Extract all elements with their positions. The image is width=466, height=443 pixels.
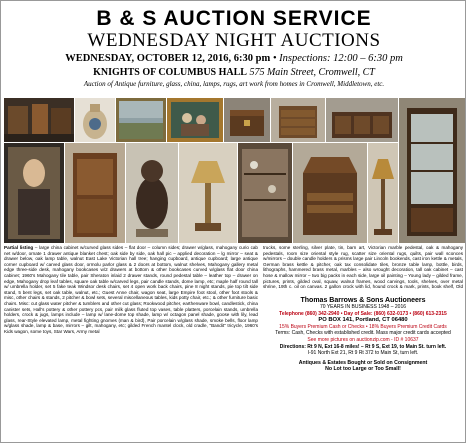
photo-extra-lamp xyxy=(368,143,398,243)
photo-cabinet xyxy=(65,143,125,243)
auctionzip-note: See more pictures on auctionzip.com - ID # 10637 xyxy=(307,336,419,343)
no-lot-note: No Lot too Large or Too Small! xyxy=(325,365,401,372)
listing-text-right: trucks, some sterling, silver plate, tin, barn art, Victorian marble pedestal, oak & mahogany pedestals, room size oriental style rug, scatter size oriental rugs, quilts, pair wall sconces w/mirrors – double candle holders & prisms large pair Lincoln bookends, cast iron kettle & metals, German brass kettle & pitcher, oak tax consolidate tiles, bronze table lamp, bottle, birds, lithographs, hammered brass metal, marbles – also wrought decoration, tall oak cabinet – cast hose & mallow mirror – two big packs in each side, large oil painting – Young lady – gilded frame, pictures, prints, gilded oval, squaw, walnut frames, wood carvings, tools, shelves, over metal shrine, 19th c. oil on canvas. 2 gallon crock with lid, hound crock & mark, prints, book shelf, Old xyxy=(263,245,463,289)
venue-name: KNIGHTS OF COLUMBUS HALL xyxy=(93,67,247,78)
venue-line xyxy=(1,67,466,78)
photo-dining-set xyxy=(4,98,74,142)
photo-slant-desk xyxy=(293,143,367,243)
photo-bear-figure xyxy=(126,143,178,243)
auctioneer-name: Thomas Barrows & Sons Auctioneers xyxy=(300,297,426,304)
contact-block xyxy=(263,291,463,441)
listing-text-left: – large china cabinet w/curved glass sides – flat door – column sides; drawer w/glass, mahogany curio cab net w/door, ornate 1 drawer antique blanket chest; oak side by side, oak hall pic – applied decoration – lg mirror – seat & drawer below, oak lamp table, walnut East Lake Victorian hall tree; hanging cupboard, antique cupboard; large antique corner cupboard w/ carved glass door, ormolu parlor glass & 2 doors at bottom, walnut shelves, Mahogany gallery metal edge three-side desk, mahogany bookcases w/2 drawers at bottom & other bookcases curved w/glass flat door china cabinet; 1960's Mahogany tile table, pair Sheraton inlaid 2 drawer stands, round pedestal table – leather top – drawer on edge, Mahogany drop leaf tables, square oak table w/carved legs, pair candle stands, dome lamp, etc; maple half round tall w/ umbrella holder, set 5 fake teak Windsor desk chairs, set 4 open work back chairs, pine 8 night stands, pie top tilt side stand, 5 bent legs, set oak table, walnut, etc.; Guest Anne chair, wagon seat, large Empire foot stool, other foot stools & misc, other chairs & stands, 2 pitcher & bowl sets, several miscellaneous tables, kids potty chair, etc.; & other furniture basic chairs. Misc: cut glass water pitcher & tumblers and other cut glass; Rookwood pitcher, earthenware bowl, candlestick, china canister sets, Hall's pottery & other pottery pcs, pair milk glass fluted top vases, table platters, porcelain stands, umbrella holders, crock & jugs, lamps include – lamp w/ lane-dome top shade, lamp w/ octagon panel shade, goose with lily, lead glass, rear-Style elevated lamp, metal fighting gnomes (man & bird), Pair porcelain w/glass shade, smoke bells, floor lamp w/glass shade, lamp & base, mirrors – gilt, mahogany, etc; gilded French mantel clock, old cradle, "Bandit" tricycle, 1960's Kids wagon, some toys, Star Wars, Army metal xyxy=(4,245,258,334)
photo-table-lamp xyxy=(179,143,237,243)
photo-painting-shore xyxy=(116,98,166,142)
payment-terms: Terms: Cash, Checks with established credit. Mass major credit cards accepted xyxy=(275,330,451,337)
auction-date: WEDNESDAY, OCTOBER 12, 2016, 6:30 pm xyxy=(65,53,271,64)
venue-address: 575 Main Street, Cromwell, CT xyxy=(249,67,375,78)
photo-oriental-vase xyxy=(75,98,115,142)
po-box: PO BOX 141, Portland, CT 06480 xyxy=(318,317,408,324)
flyer-title: B & S AUCTION SERVICE xyxy=(96,7,372,30)
photo-portrait xyxy=(4,143,64,243)
photo-display-cabinet xyxy=(399,98,465,243)
photo-dresser xyxy=(271,98,325,142)
photo-trunk xyxy=(224,98,270,142)
listing-column-right xyxy=(263,245,463,289)
listing-lead: Partial listing xyxy=(4,245,34,250)
auction-description: Auction of Antique furniture, glass, china, lamps, rugs, art work from homes in Cromwell, Middletown, etc. xyxy=(83,80,385,88)
auction-date-line xyxy=(1,53,466,64)
phone-numbers: Telephone (860) 342-2940 • Day of Sale: (860) 632-0173 • (860) 613-2315 xyxy=(279,310,447,317)
listing-column-left xyxy=(4,245,258,441)
directions: Directions: Rt 9 N, Ext 16-8 miles! – Rt 9 S, Ext 19, to Main St. turn left. xyxy=(279,343,447,350)
years-in-business: 70 YEARS IN BUSINESS 1948 – 2016 xyxy=(319,304,407,310)
consignment-note: Antiques & Estates Bought or Sold on Consignment xyxy=(298,359,428,366)
inspection-hours: • Inspections: 12:00 – 6:30 pm xyxy=(272,53,403,64)
directions-alt: I-91 North Ext 21, Rt 9 Rt 372 to Main St, turn left. xyxy=(307,350,419,357)
photo-glass-shelves xyxy=(238,143,292,243)
flyer-subtitle: WEDNESDAY NIGHT AUCTIONS xyxy=(87,30,381,51)
photo-painting-figures xyxy=(167,98,223,142)
buyers-premium: 15% Buyers Premium Cash or Checks • 18% Buyers Premium Credit Cards xyxy=(279,323,447,330)
photo-sideboard xyxy=(326,98,398,142)
